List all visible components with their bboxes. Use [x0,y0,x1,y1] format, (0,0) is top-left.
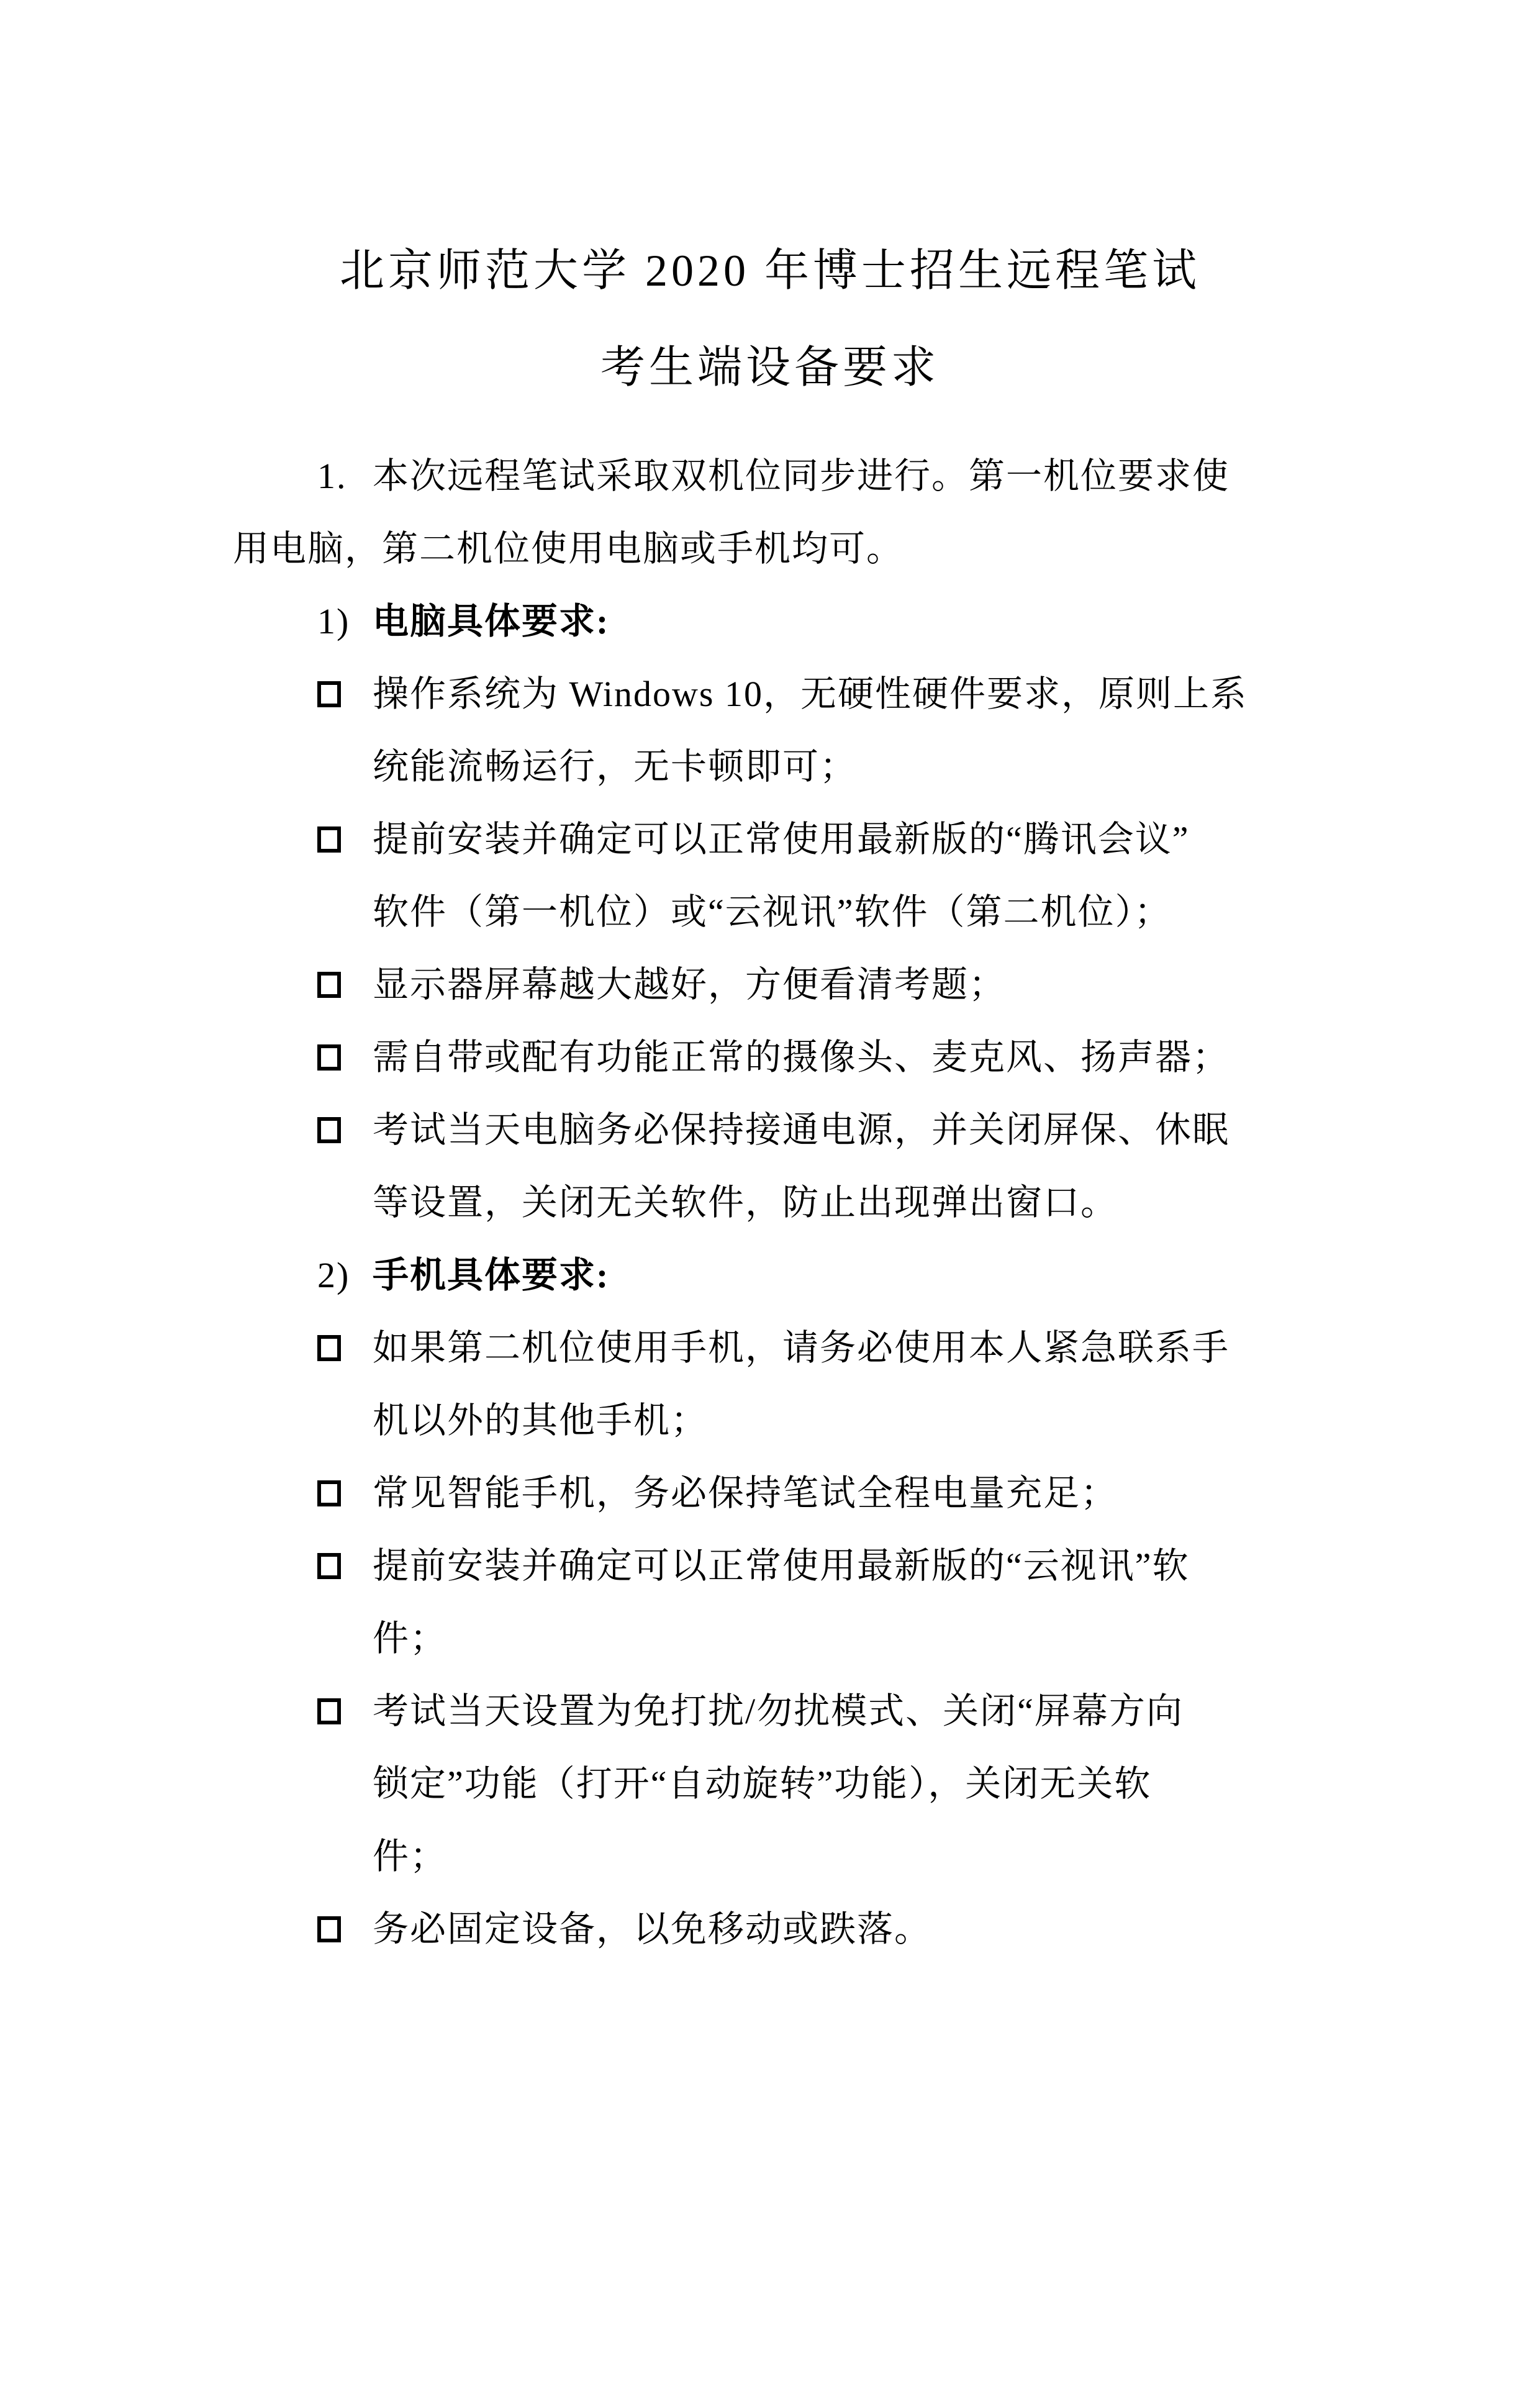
document-title-line-2: 考生端设备要求 [600,343,940,392]
list-item-text: 锁定”功能（打开“自动旋转”功能），关闭无关软 [373,1764,1152,1804]
list-item-text: 提前安装并确定可以正常使用最新版的“云视讯”软 [373,1546,1190,1586]
list-item-text: 如果第二机位使用手机，请务必使用本人紧急联系手 [373,1328,1230,1368]
checkbox-bullet-icon [317,1044,341,1071]
section-number: 1) [317,601,350,641]
list-item-line [233,658,1307,730]
document-page [0,222,1540,2400]
list-item-text: 操作系统为 Windows 10，无硬性硬件要求，原则上系 [373,674,1248,714]
list-item-line [233,1166,1307,1239]
list-item-line [233,1893,1307,1965]
section-heading [233,1239,1307,1311]
intro-line [233,440,1307,512]
list-item-text: 软件（第一机位）或“云视讯”软件（第二机位）； [373,892,1172,932]
intro-paragraph [233,440,1307,585]
list-item [233,1021,1307,1094]
list-item [233,1529,1307,1675]
list-item-text: 件； [373,1836,448,1877]
list-item [233,1893,1307,1965]
list-item-text: 统能流畅运行，无卡顿即可； [373,746,858,787]
list-item-text: 考试当天电脑务必保持接通电源，并关闭屏保、休眠 [373,1110,1230,1150]
list-item-line [233,1311,1307,1384]
list-item [233,803,1307,948]
list-item-text: 考试当天设置为免打扰/勿扰模式、关闭“屏幕方向 [373,1691,1184,1731]
checkbox-bullet-icon [317,1335,341,1361]
document-body [233,440,1307,1965]
checkbox-bullet-icon [317,972,341,998]
list-item [233,1094,1307,1239]
list-item [233,1457,1307,1529]
section-number: 2) [317,1255,350,1295]
section-heading [233,585,1307,658]
list-item-line [233,1094,1307,1166]
list-item-text: 需自带或配有功能正常的摄像头、麦克风、扬声器； [373,1037,1230,1077]
document-title-line-1: 北京师范大学 2020 年博士招生远程笔试 [339,246,1200,296]
checkbox-bullet-icon [317,681,341,707]
list-item-line [233,1747,1307,1820]
section-heading-text: 电脑具体要求: [373,601,610,641]
list-item-line [233,1529,1307,1602]
paragraph-number: 1. [317,456,347,496]
section-heading-text: 手机具体要求: [373,1255,610,1295]
list-item-text: 件； [373,1618,448,1659]
checkbox-bullet-icon [317,1480,341,1506]
list-item-line [233,803,1307,876]
section-computer-requirements [233,585,1307,1239]
list-item-text: 务必固定设备，以免移动或跌落。 [373,1909,932,1949]
list-item-line [233,876,1307,948]
list-item [233,1675,1307,1893]
list-item-line [233,1675,1307,1747]
intro-line [233,512,1307,585]
intro-text: 用电脑，第二机位使用电脑或手机均可。 [233,528,904,569]
list-item [233,948,1307,1021]
intro-text: 本次远程笔试采取双机位同步进行。第一机位要求使 [373,456,1230,496]
list-item-line [233,1457,1307,1529]
list-item-text: 提前安装并确定可以正常使用最新版的“腾讯会议” [373,819,1190,859]
document-title [0,222,1540,416]
list-item-line [233,1820,1307,1893]
list-item-line [233,1384,1307,1457]
list-item [233,658,1307,803]
checkbox-bullet-icon [317,1916,341,1942]
list-item-text: 等设置，关闭无关软件，防止出现弹出窗口。 [373,1182,1118,1223]
checkbox-bullet-icon [317,826,341,853]
list-item-line [233,1602,1307,1675]
list-item-text: 常见智能手机，务必保持笔试全程电量充足； [373,1473,1118,1513]
section-phone-requirements [233,1239,1307,1965]
list-item [233,1311,1307,1457]
list-item-text: 显示器屏幕越大越好，方便看清考题； [373,964,1007,1005]
checkbox-bullet-icon [317,1117,341,1143]
list-item-line [233,730,1307,803]
list-item-line [233,1021,1307,1094]
checkbox-bullet-icon [317,1553,341,1579]
list-item-text: 机以外的其他手机； [373,1400,709,1441]
list-item-line [233,948,1307,1021]
checkbox-bullet-icon [317,1698,341,1724]
